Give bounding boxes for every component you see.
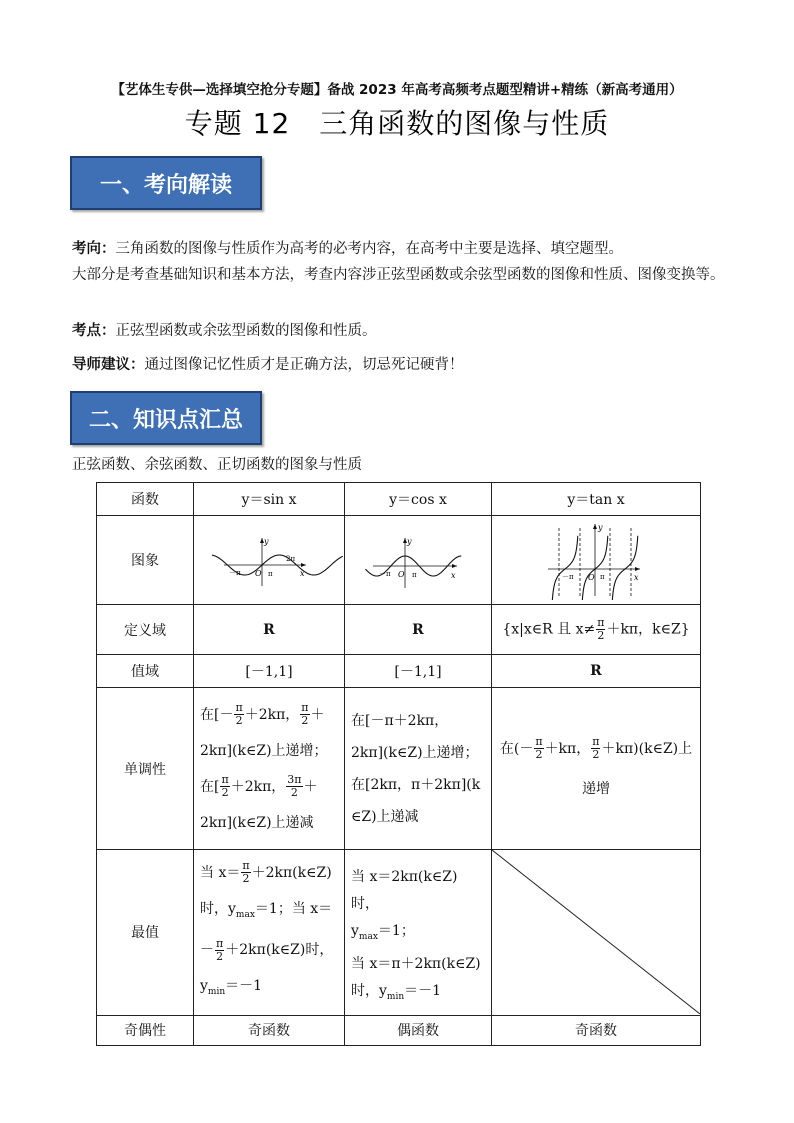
diagonal-stroke	[492, 850, 700, 1014]
frac	[300, 702, 309, 727]
frac-den: 2	[290, 786, 298, 799]
cos-x-arrow	[452, 564, 457, 568]
sin-ext-b2: ＝1；当 x＝	[254, 900, 333, 917]
sin-graph	[194, 516, 344, 600]
kaodian-paragraph	[72, 318, 742, 344]
kaodian-text: 正弦型函数或余弦型函数的图像和性质。	[115, 323, 377, 339]
tan-func: y＝tan x	[492, 483, 701, 516]
tan-range: R	[492, 655, 701, 688]
label-func: 函数	[97, 483, 194, 516]
page-title: 专题 12 三角函数的图像与性质	[184, 107, 610, 140]
cos-ext-d2: ＝－1	[404, 982, 442, 999]
section-heading-1-text: 一、考向解读	[99, 172, 232, 198]
cos-negpi-label: －π	[379, 570, 391, 578]
row-range	[97, 655, 701, 688]
sin-mono-d1: 2kπ](k∈Z)上递减	[200, 814, 314, 831]
section-heading-1	[70, 156, 262, 210]
cos-ext-d1: 时，y	[351, 982, 387, 999]
cos-ext-a: 当 x＝2kπ(k∈Z)时，	[351, 869, 458, 912]
sin-mono-b1: 2kπ](k∈Z)上递增；	[200, 742, 328, 759]
frac	[241, 860, 250, 885]
tan-branch-left	[552, 536, 578, 600]
tan-domain	[492, 605, 701, 655]
sin-y-label: y	[264, 537, 269, 546]
tan-domain-a: {x|x∈R 且 x≠	[502, 621, 596, 638]
cos-domain: R	[345, 605, 492, 655]
frac	[220, 774, 229, 799]
label-range: 值域	[97, 655, 194, 688]
tan-domain-b: ＋kπ，k∈Z}	[606, 621, 690, 638]
label-mono: 单调性	[97, 688, 194, 850]
frac-num: π	[301, 701, 309, 714]
tan-mono-a1: 在(－	[499, 740, 534, 757]
cos-ext-b1: y	[351, 923, 359, 939]
sin-parity: 奇函数	[194, 1015, 345, 1045]
frac	[591, 736, 600, 761]
frac-den: 2	[216, 949, 224, 963]
frac	[234, 702, 243, 727]
cos-extreme	[345, 850, 492, 1016]
sin-domain: R	[194, 605, 345, 655]
cos-x-label: x	[451, 571, 456, 580]
sin-ext-c2: ＋2kπ(k∈Z)时，	[225, 942, 334, 959]
sin-negpi-label: －π	[229, 569, 241, 577]
advice-text: 通过图像记忆性质才是正确方法，切忌死记硬背！	[144, 357, 464, 373]
table-intro: 正弦函数、余弦函数、正切函数的图象与性质	[72, 457, 362, 473]
cos-ext-b2: ＝1；	[377, 923, 415, 939]
kaodian-label: 考点：	[72, 323, 116, 339]
kaoxiang-text: 三角函数的图像与性质作为高考的必考内容，在高考中主要是选择、填空题型。	[115, 241, 623, 257]
sin-extreme	[194, 850, 345, 1016]
tan-mono-b: 递增	[582, 780, 610, 797]
frac-den: 2	[301, 714, 309, 727]
sin-ext-a1: 当 x＝	[200, 864, 241, 881]
cos-mono	[345, 688, 492, 850]
cos-mono-b: 2kπ](k∈Z)上递增；	[351, 744, 479, 761]
cos-func: y＝cos x	[345, 483, 492, 516]
row-parity	[97, 1015, 701, 1045]
frac-den: 2	[221, 786, 229, 799]
tan-y-label: y	[598, 523, 603, 532]
cos-graph	[345, 516, 491, 600]
cos-origin-label: O	[398, 570, 405, 579]
label-parity: 奇偶性	[97, 1015, 194, 1045]
cos-pi-label: π	[412, 571, 417, 579]
sin-mono-c1: 在[	[200, 778, 220, 795]
frac-den: 2	[535, 748, 543, 761]
sin-graph-cell	[194, 516, 345, 605]
sin-ext-max-sub: max	[235, 909, 255, 920]
frac-num: π	[242, 859, 250, 872]
frac-num: π	[235, 701, 243, 714]
kaoxiang-paragraph	[72, 236, 742, 288]
row-function	[97, 483, 701, 516]
sin-pi-label: π	[268, 570, 273, 578]
frac-num: π	[221, 773, 229, 786]
label-graph: 图象	[97, 516, 194, 605]
frac-num: π	[592, 735, 600, 748]
sin-mono-a3: ＋	[310, 706, 325, 723]
trig-properties-table	[96, 482, 701, 1046]
frac-num: π	[597, 616, 605, 629]
row-monotonicity	[97, 688, 701, 850]
row-extreme	[97, 850, 701, 1016]
kaoxiang-label: 考向：	[72, 241, 116, 257]
frac	[286, 774, 302, 799]
sin-ext-min-sub: min	[207, 987, 226, 998]
advice-paragraph	[72, 352, 742, 378]
sin-x-label: x	[300, 569, 305, 578]
sin-origin-label: O	[255, 569, 262, 578]
label-extreme: 最值	[97, 850, 194, 1016]
kaoxiang-text2: 大部分是考查基础知识和基本方法，考查内容涉正弦型函数或余弦型函数的图像和性质、图像变换等。	[72, 267, 725, 283]
row-graph	[97, 516, 701, 605]
frac-den: 2	[235, 714, 243, 727]
sin-func: y＝sin x	[194, 483, 345, 516]
frac	[534, 736, 543, 761]
tan-mono-a2: ＋kπ，	[544, 740, 591, 757]
sin-ext-c1: －	[200, 942, 214, 959]
sin-range: [－1,1]	[194, 655, 345, 688]
tan-y-arrow	[593, 524, 597, 529]
section-heading-2-text: 二、知识点汇总	[88, 407, 243, 433]
cos-mono-c: 在[2kπ，π＋2kπ](k	[351, 776, 481, 793]
tan-mono-a3: ＋kπ)(k∈Z)上	[601, 740, 693, 757]
section-heading-2	[70, 391, 262, 445]
frac	[215, 938, 224, 963]
tan-x-arrow	[635, 567, 640, 571]
sin-mono-a2: ＋2kπ，	[244, 706, 300, 723]
tan-extreme-empty	[492, 850, 701, 1016]
cos-mono-a: 在[－π＋2kπ，	[351, 712, 449, 729]
tan-graph	[492, 516, 700, 600]
series-header: 【艺体生专供—选择填空抢分专题】备战 2023 年高考高频考点题型精讲+精练（新高考通用）	[111, 82, 683, 98]
sin-x-arrow	[301, 563, 306, 567]
sin-ext-a2: ＋2kπ(k∈Z)	[251, 864, 332, 881]
cos-ext-min-sub: min	[386, 991, 405, 1002]
tan-origin-label: O	[588, 573, 595, 582]
cos-mono-d: ∈Z)上递减	[351, 808, 419, 825]
cos-ext-c: 当 x＝π＋2kπ(k∈Z)	[351, 955, 481, 972]
cos-graph-cell	[345, 516, 492, 605]
frac-den: 2	[592, 748, 600, 761]
tan-mono	[492, 688, 701, 850]
sin-ext-b1: 时，y	[200, 900, 236, 917]
tan-pi-label: π	[600, 573, 605, 581]
label-domain: 定义域	[97, 605, 194, 655]
sin-mono-a1: 在[－	[200, 706, 234, 723]
frac-num: π	[216, 936, 224, 950]
frac-num: 3π	[287, 773, 302, 786]
cos-range: [－1,1]	[345, 655, 492, 688]
tan-x-label: x	[634, 573, 639, 582]
row-domain	[97, 605, 701, 655]
tan-negpi-label: －π	[562, 573, 574, 581]
diagonal-line	[492, 850, 700, 1014]
sin-mono	[194, 688, 345, 850]
tan-graph-cell	[492, 516, 701, 605]
sin-ext-d1: y	[200, 978, 208, 995]
cos-parity: 偶函数	[345, 1015, 492, 1045]
sin-mono-c3: ＋	[303, 778, 318, 795]
tan-branch-right	[612, 536, 638, 600]
frac-den: 2	[242, 872, 250, 885]
tan-parity: 奇函数	[492, 1015, 701, 1045]
sin-2pi-label: 2π	[286, 555, 296, 563]
sin-ext-d2: ＝－1	[225, 978, 263, 995]
advice-label: 导师建议：	[72, 357, 145, 373]
frac-den: 2	[597, 629, 605, 642]
sin-mono-c2: ＋2kπ，	[230, 778, 286, 795]
cos-ext-max-sub: max	[358, 931, 378, 942]
cos-y-label: y	[407, 537, 412, 546]
frac-num: π	[535, 735, 543, 748]
tan-domain-frac	[596, 617, 605, 642]
